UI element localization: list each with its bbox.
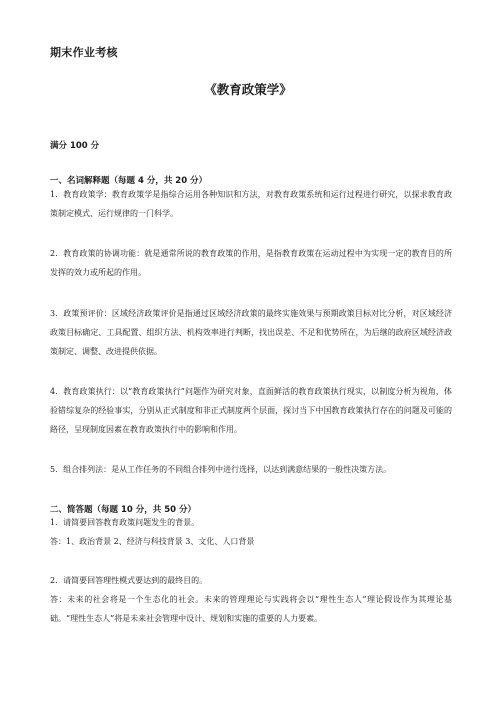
definition-item-1: 1．教育政策学：教育政策学是指综合运用各种知识和方法，对教育政策系统和运行过程进行研究，以探求教育政策制定模式、运行规律的一门科学。 bbox=[50, 190, 452, 218]
definition-item-3: 3．政策预评价：区域经济政策评价是指通过区域经济政策的最终实施效果与预期政策目标对比分析，对区域经济政策目标确定、工具配置、组织方法、机构效率进行判断，找出误差、不足和优势所在，为后继的政府区域经济政策制定、调整、改进提供依据。 bbox=[50, 309, 452, 356]
answer-2: 答：未来的社会将是一个生态化的社会。未来的管理理论与实践将会以“理性生态人”理论假设作为其理论基础。“理性生态人”将是未来社会管理中设计、规划和实施的重要的人力要素。 bbox=[50, 595, 452, 623]
document-title: 《教育政策学》 bbox=[204, 82, 292, 97]
definition-item-2: 2．教育政策的协调功能：就是通常所说的教育政策的作用，是指教育政策在运动过程中为实现一定的教育目的所发挥的效力或所起的作用。 bbox=[50, 249, 452, 277]
total-score: 满分 100 分 bbox=[50, 141, 100, 151]
answer-1: 答：1、政治背景 2、经济与科技背景 3、文化、人口背景 bbox=[50, 537, 255, 546]
question-2: 2．请简要回答理性模式要达到的最终目的。 bbox=[50, 576, 208, 585]
definition-item-5: 5．组合排列法：是从工作任务的不同组合排列中进行选择，以达到满意结果的一般性决策方法。 bbox=[50, 465, 392, 474]
section-heading-definitions: 一、名词解释题（每题 4 分，共 20 分） bbox=[50, 176, 208, 186]
definition-item-4: 4．教育政策执行：以“教育政策执行”问题作为研究对象，直面鲜活的教育政策执行现实，以制度分析为视角，体验错综复杂的经验事实，分别从正式制度和非正式制度两个层面，探讨当下中国教育政策执行存在的问题及可能的路径，呈现制度因素在教育政策执行中的影响和作用。 bbox=[50, 387, 452, 434]
section-heading-short-answer: 二、简答题（每题 10 分，共 50 分） bbox=[50, 505, 196, 515]
document-heading: 期末作业考核 bbox=[50, 46, 118, 59]
question-1: 1．请简要回答教育政策问题发生的背景。 bbox=[50, 518, 200, 527]
